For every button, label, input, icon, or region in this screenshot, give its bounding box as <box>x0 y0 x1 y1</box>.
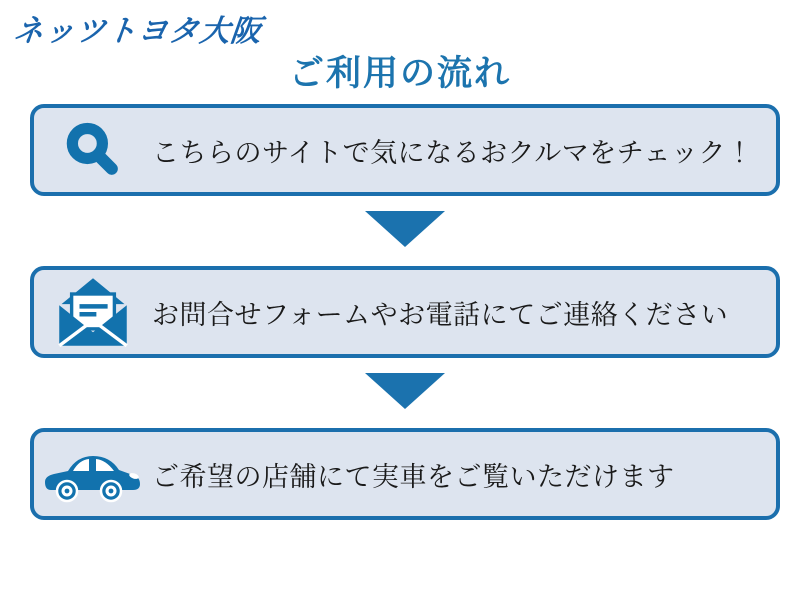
step-label: こちらのサイトで気になるおクルマをチェック！ <box>152 137 754 168</box>
arrow-down-icon <box>365 211 445 247</box>
arrow-down-icon <box>365 373 445 409</box>
car-icon <box>34 443 152 505</box>
magnifier-icon <box>34 120 152 180</box>
page-title: ご利用の流れ <box>288 54 511 93</box>
step-box-contact <box>30 266 780 358</box>
envelope-icon <box>34 276 152 348</box>
step-label: ご希望の店舗にて実車をご覧いただけます <box>152 461 675 492</box>
step-box-check-car <box>30 104 780 196</box>
brand-logo[interactable]: ネッツトヨタ大阪 <box>11 15 264 48</box>
step-box-visit-store <box>30 428 780 520</box>
step-label: お問合せフォームやお電話にてご連絡ください <box>152 299 729 330</box>
